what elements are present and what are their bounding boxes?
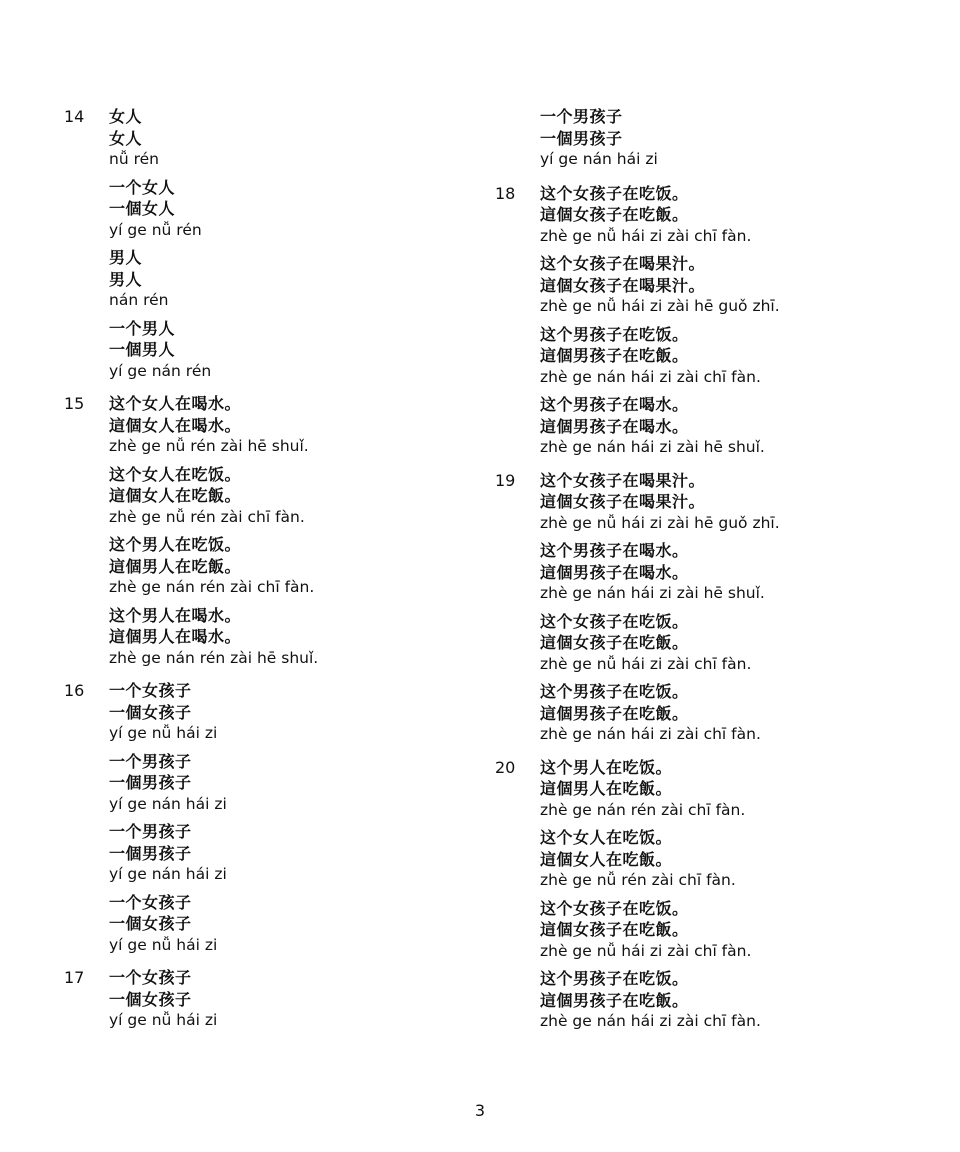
simplified-text: 一个男孩子 bbox=[540, 107, 623, 126]
traditional-text: 這個男孩子在吃飯。 bbox=[540, 990, 689, 1010]
traditional-text: 這個女孩子在吃飯。 bbox=[540, 633, 689, 652]
sentence-item bbox=[540, 681, 895, 746]
traditional-text: 這個男孩子在喝水。 bbox=[540, 416, 689, 436]
simplified-text: 一个女人 bbox=[109, 177, 176, 197]
simplified-text: 女人 bbox=[109, 107, 143, 126]
pinyin-text: zhè ge nán rén zài chī fàn. bbox=[109, 578, 315, 596]
exercise-19 bbox=[495, 470, 895, 746]
exercise-number: 17 bbox=[64, 968, 85, 987]
simplified-text: 一个男人 bbox=[109, 318, 176, 338]
exercise-items bbox=[109, 680, 464, 956]
exercise-18 bbox=[495, 183, 895, 459]
exercise-items bbox=[109, 393, 464, 669]
pinyin-text: zhè ge nán hái zi zài hē shuǐ. bbox=[540, 438, 765, 456]
sentence-item bbox=[540, 968, 895, 1033]
pinyin-text: zhè ge nán rén zài chī fàn. bbox=[540, 800, 746, 819]
pinyin-text: zhè ge nán hái zi zài hē shuǐ. bbox=[540, 584, 765, 602]
simplified-text: 这个女孩子在吃饭。 bbox=[540, 898, 689, 918]
pinyin-text: yí ge nán hái zi bbox=[109, 794, 227, 813]
vocab-item bbox=[109, 892, 464, 957]
simplified-text: 这个男人在吃饭。 bbox=[540, 757, 673, 777]
traditional-text: 這個女孩子在吃飯。 bbox=[540, 205, 689, 224]
traditional-text: 一個女人 bbox=[109, 199, 176, 218]
vocab-item bbox=[109, 247, 464, 312]
exercise-items bbox=[540, 757, 895, 1033]
simplified-text: 一个女孩子 bbox=[109, 681, 192, 700]
traditional-text: 這個女孩子在喝果汁。 bbox=[540, 275, 706, 295]
simplified-text: 这个男孩子在吃饭。 bbox=[540, 324, 689, 344]
vocab-item bbox=[109, 751, 464, 816]
simplified-text: 这个女孩子在吃饭。 bbox=[540, 183, 689, 203]
pinyin-text: zhè ge nǚ rén zài chī fàn. bbox=[540, 871, 736, 889]
vocab-item bbox=[109, 967, 464, 1032]
sentence-item bbox=[540, 253, 895, 318]
traditional-text: 這個女孩子在喝果汁。 bbox=[540, 492, 706, 511]
sentence-item bbox=[109, 534, 464, 599]
traditional-text: 這個男人在喝水。 bbox=[109, 627, 242, 646]
exercise-items bbox=[109, 106, 464, 382]
pinyin-text: zhè ge nǚ rén zài chī fàn. bbox=[109, 507, 305, 526]
pinyin-text: zhè ge nán rén zài hē shuǐ. bbox=[109, 648, 319, 667]
sentence-item bbox=[540, 470, 895, 535]
sentence-item bbox=[540, 540, 895, 605]
sentence-item bbox=[109, 393, 464, 458]
simplified-text: 一个男孩子 bbox=[109, 822, 192, 841]
pinyin-text: zhè ge nǚ hái zi zài chī fàn. bbox=[540, 226, 752, 245]
exercise-number: 20 bbox=[495, 757, 516, 777]
simplified-text: 这个男孩子在吃饭。 bbox=[540, 682, 689, 701]
traditional-text: 一個男孩子 bbox=[540, 128, 623, 148]
sentence-item bbox=[540, 183, 895, 248]
simplified-text: 这个女孩子在喝果汁。 bbox=[540, 470, 706, 490]
page-number: 3 bbox=[474, 1101, 486, 1120]
traditional-text: 一個男人 bbox=[109, 340, 176, 359]
exercise-20 bbox=[495, 757, 895, 1033]
traditional-text: 一個女孩子 bbox=[109, 914, 192, 933]
pinyin-text: zhè ge nǚ hái zi zài hē guǒ zhī. bbox=[540, 513, 780, 532]
simplified-text: 这个男人在喝水。 bbox=[109, 605, 242, 625]
simplified-text: 一个男孩子 bbox=[109, 751, 192, 771]
pinyin-text: zhè ge nǚ rén zài hē shuǐ. bbox=[109, 437, 309, 455]
traditional-text: 這個男人在吃飯。 bbox=[109, 556, 242, 576]
exercise-items bbox=[540, 183, 895, 459]
traditional-text: 這個男孩子在吃飯。 bbox=[540, 346, 689, 365]
simplified-text: 这个女人在吃饭。 bbox=[540, 828, 673, 847]
pinyin-text: nǚ rén bbox=[109, 150, 159, 168]
simplified-text: 这个女孩子在吃饭。 bbox=[540, 611, 689, 631]
vocab-item bbox=[109, 177, 464, 242]
pinyin-text: yí ge nǚ hái zi bbox=[109, 1011, 218, 1029]
exercise-number: 18 bbox=[495, 183, 516, 203]
simplified-text: 这个女人在吃饭。 bbox=[109, 464, 242, 484]
traditional-text: 一個男孩子 bbox=[109, 773, 192, 792]
simplified-text: 这个男人在吃饭。 bbox=[109, 535, 242, 554]
sentence-item bbox=[540, 394, 895, 459]
exercise-15 bbox=[64, 393, 464, 669]
traditional-text: 男人 bbox=[109, 269, 143, 289]
pinyin-text: zhè ge nǚ hái zi zài chī fàn. bbox=[540, 654, 752, 673]
exercise-16 bbox=[64, 680, 464, 956]
vocab-item bbox=[109, 821, 464, 886]
pinyin-text: zhè ge nǚ hái zi zài hē guǒ zhī. bbox=[540, 297, 780, 315]
pinyin-text: yí ge nǚ hái zi bbox=[109, 724, 218, 742]
sentence-item bbox=[540, 827, 895, 892]
right-column bbox=[495, 106, 895, 1044]
exercise-number: 14 bbox=[64, 107, 85, 126]
exercise-number: 19 bbox=[495, 470, 516, 490]
traditional-text: 這個女人在吃飯。 bbox=[109, 486, 242, 505]
left-column bbox=[64, 106, 464, 1043]
simplified-text: 这个女孩子在喝果汁。 bbox=[540, 254, 706, 273]
simplified-text: 这个女人在喝水。 bbox=[109, 394, 242, 413]
pinyin-text: zhè ge nǚ hái zi zài chī fàn. bbox=[540, 941, 752, 960]
exercise-17 bbox=[64, 967, 464, 1032]
traditional-text: 女人 bbox=[109, 128, 143, 148]
pinyin-text: zhè ge nán hái zi zài chī fàn. bbox=[540, 1012, 761, 1030]
exercise-number: 16 bbox=[64, 681, 85, 700]
sentence-item bbox=[540, 611, 895, 676]
simplified-text: 一个女孩子 bbox=[109, 892, 192, 912]
traditional-text: 一個女孩子 bbox=[109, 989, 192, 1009]
simplified-text: 一个女孩子 bbox=[109, 968, 192, 987]
pinyin-text: zhè ge nán hái zi zài chī fàn. bbox=[540, 367, 761, 386]
traditional-text: 這個女人在吃飯。 bbox=[540, 849, 673, 869]
exercise-items bbox=[109, 967, 464, 1032]
exercise-number: 15 bbox=[64, 394, 85, 413]
traditional-text: 這個女孩子在吃飯。 bbox=[540, 920, 689, 939]
continued-vocab-item bbox=[540, 106, 895, 171]
sentence-item bbox=[540, 324, 895, 389]
simplified-text: 这个男孩子在吃饭。 bbox=[540, 969, 689, 988]
traditional-text: 這個男人在吃飯。 bbox=[540, 779, 673, 798]
traditional-text: 一個男孩子 bbox=[109, 843, 192, 863]
simplified-text: 男人 bbox=[109, 248, 143, 267]
exercise-items bbox=[540, 470, 895, 746]
simplified-text: 这个男孩子在喝水。 bbox=[540, 541, 689, 560]
pinyin-text: yí ge nǚ hái zi bbox=[109, 935, 218, 954]
pinyin-text: yí ge nán rén bbox=[109, 361, 212, 380]
pinyin-text: yí ge nán hái zi bbox=[540, 150, 658, 168]
vocab-item bbox=[109, 680, 464, 745]
vocab-item bbox=[109, 318, 464, 383]
pinyin-text: zhè ge nán hái zi zài chī fàn. bbox=[540, 725, 761, 743]
vocab-item bbox=[109, 106, 464, 171]
traditional-text: 這個女人在喝水。 bbox=[109, 415, 242, 435]
pinyin-text: yí ge nǚ rén bbox=[109, 220, 202, 239]
simplified-text: 这个男孩子在喝水。 bbox=[540, 395, 689, 414]
sentence-item bbox=[540, 898, 895, 963]
sentence-item bbox=[540, 757, 895, 822]
exercise-14 bbox=[64, 106, 464, 382]
traditional-text: 這個男孩子在喝水。 bbox=[540, 562, 689, 582]
traditional-text: 一個女孩子 bbox=[109, 702, 192, 722]
traditional-text: 這個男孩子在吃飯。 bbox=[540, 703, 689, 723]
pinyin-text: nán rén bbox=[109, 291, 169, 309]
pinyin-text: yí ge nán hái zi bbox=[109, 865, 227, 883]
sentence-item bbox=[109, 605, 464, 670]
sentence-item bbox=[109, 464, 464, 529]
